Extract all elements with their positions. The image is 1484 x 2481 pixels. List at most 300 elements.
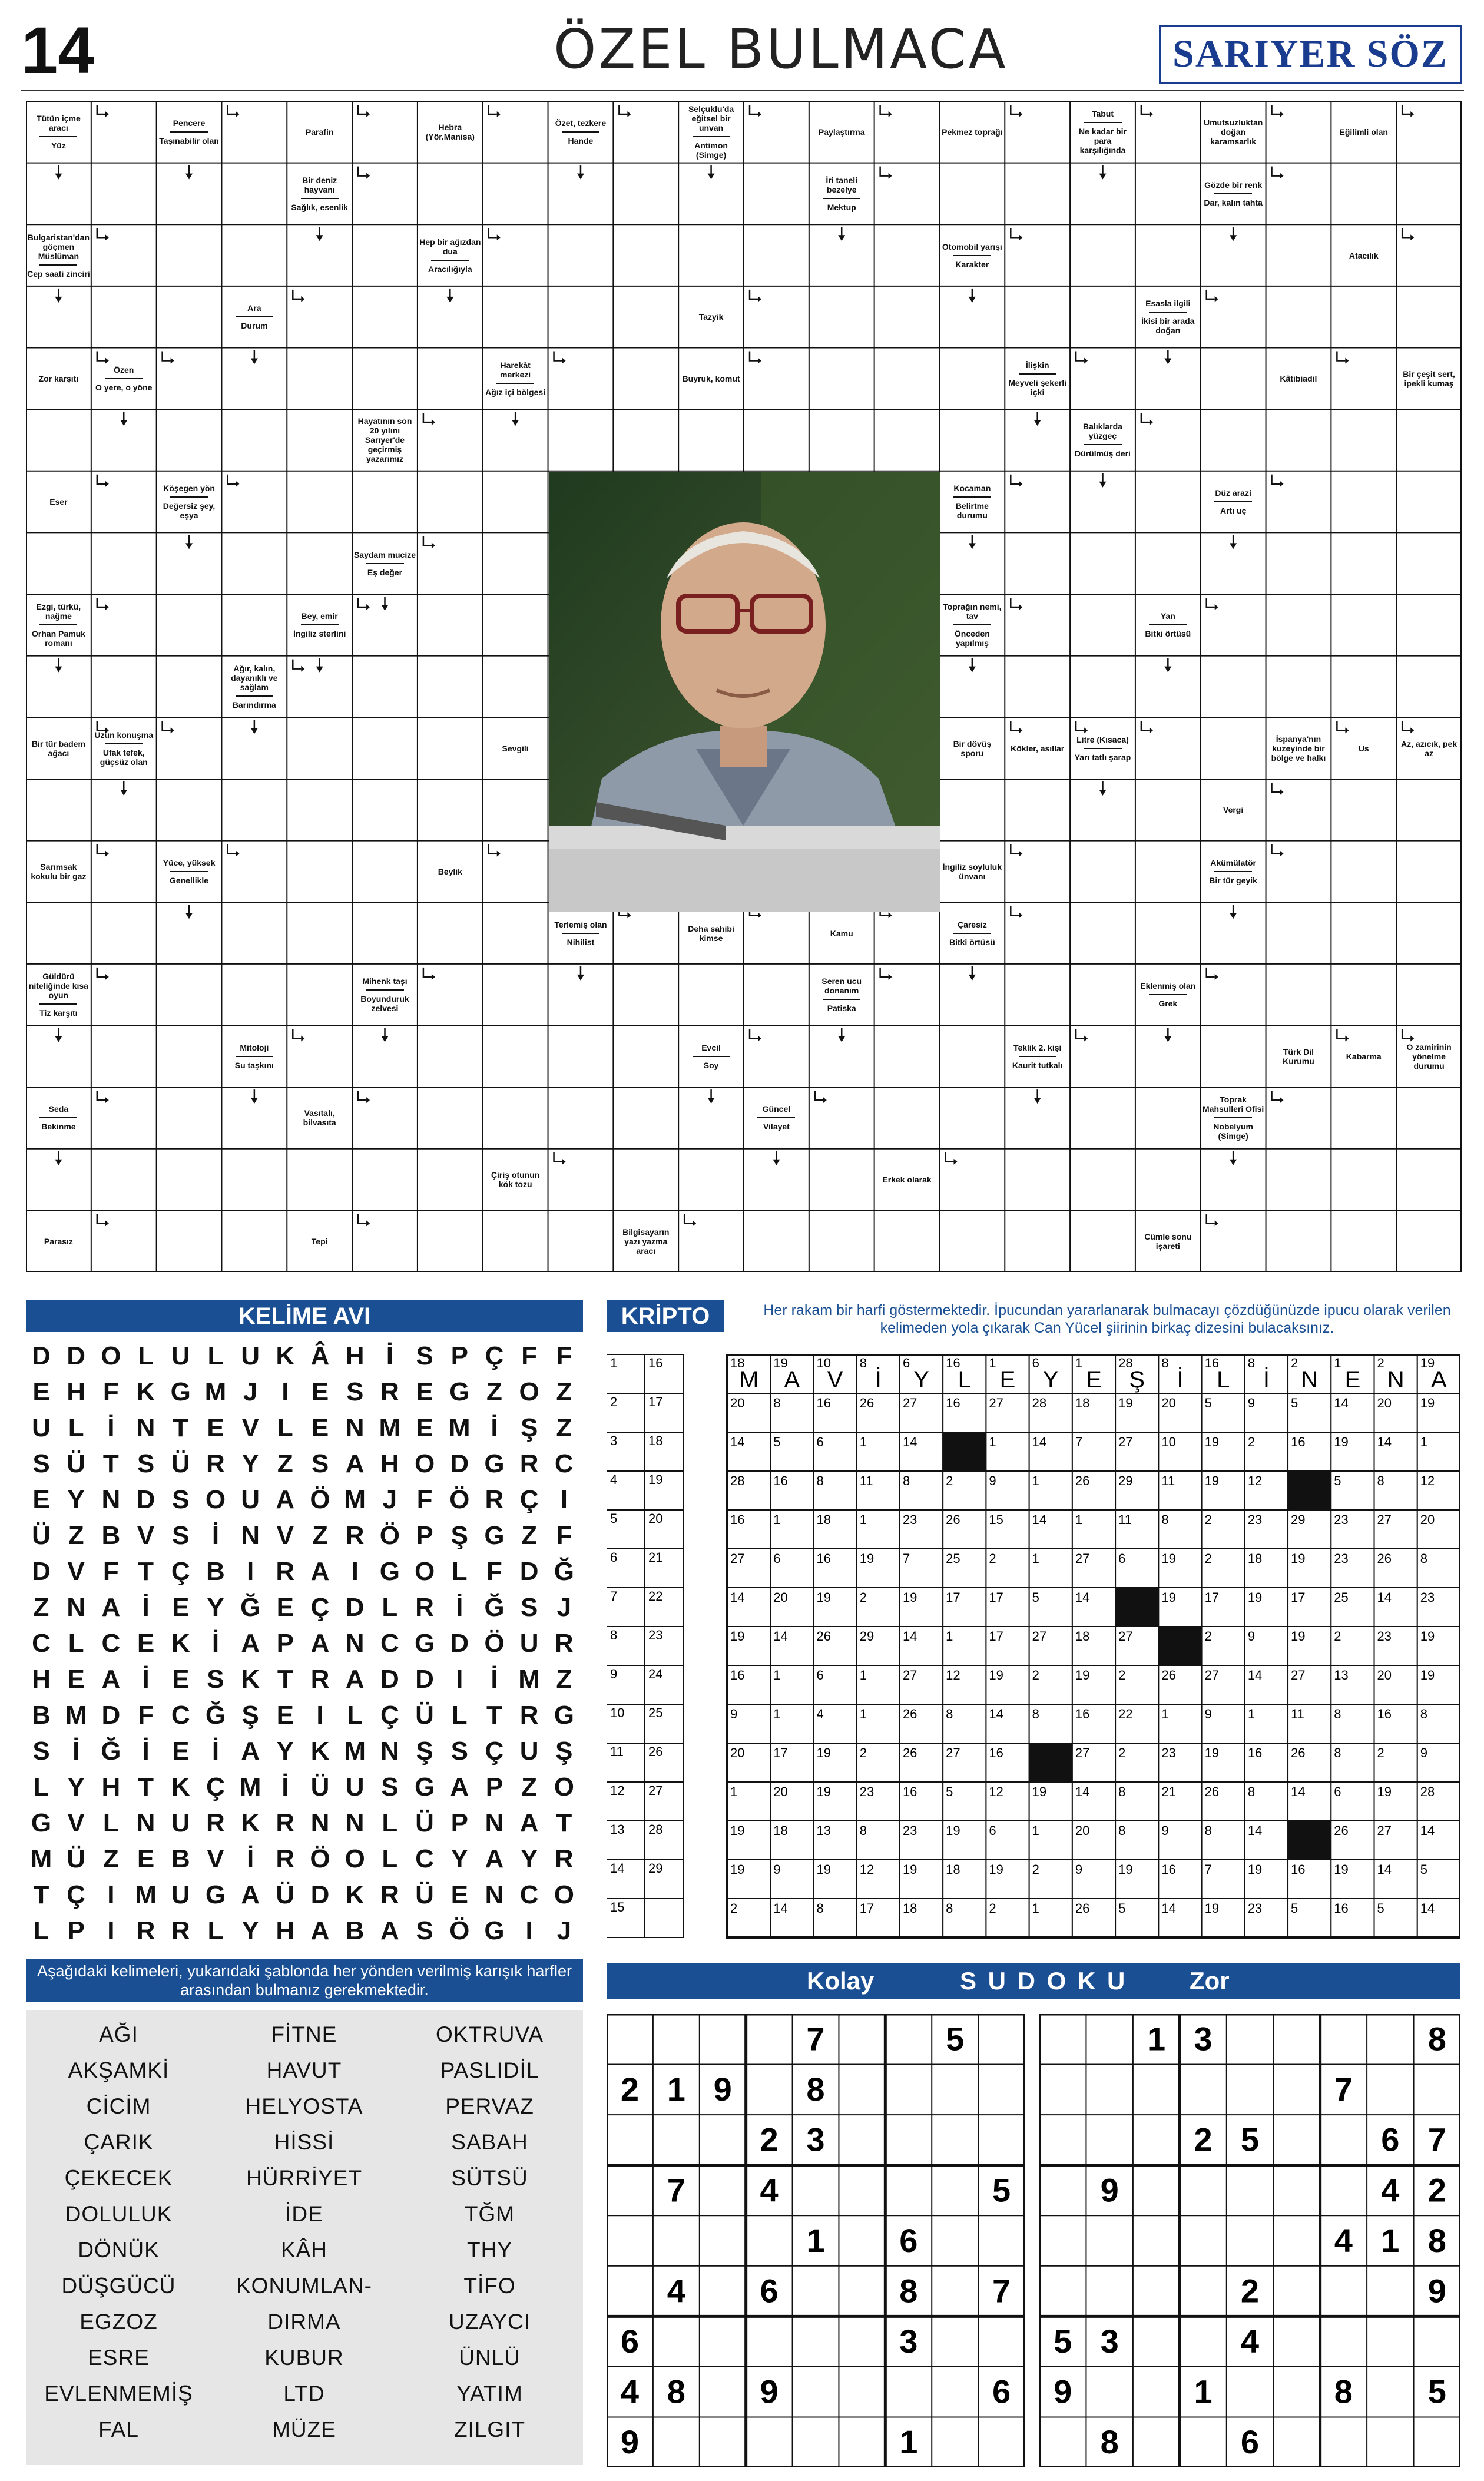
word-search-letter: R xyxy=(206,1808,225,1837)
crossword-clue xyxy=(1201,163,1266,225)
clue-text: Harekât merkezi xyxy=(500,360,531,379)
kripto-key-number: 20 xyxy=(648,1511,663,1526)
kripto-cell-number: 29 xyxy=(859,1629,874,1644)
kripto-cell-number: 14 xyxy=(1075,1590,1090,1605)
word-search-letter: Ş xyxy=(520,1413,538,1442)
kripto-header-letter: N xyxy=(1301,1367,1319,1393)
word-search-letter: I xyxy=(456,1665,463,1694)
kripto-cell-number: 5 xyxy=(1204,1396,1212,1410)
kripto-header-number: 1 xyxy=(989,1356,996,1370)
kripto-cell-number: 1 xyxy=(1161,1707,1169,1721)
kripto-black-cell xyxy=(1288,1821,1331,1860)
word-search-letter: E xyxy=(32,1485,50,1514)
word-search-letter: H xyxy=(101,1773,121,1801)
clue-text-second: Dürülmüş deri xyxy=(1075,449,1131,459)
clue-text: Buyruk, komut xyxy=(682,373,740,383)
word-search-letter: İ xyxy=(211,1629,220,1658)
word-search-letter: Ş xyxy=(241,1701,259,1730)
word-search-letter: U xyxy=(519,1629,539,1658)
word-search-letter: J xyxy=(556,1593,572,1622)
crossword-clue xyxy=(26,1087,91,1149)
word-search-letter: V xyxy=(67,1808,85,1837)
word-search-letter: E xyxy=(311,1377,329,1406)
kripto-cell-number: 8 xyxy=(1334,1745,1341,1760)
clue-divider xyxy=(366,989,403,991)
word-search-letter: Y xyxy=(520,1844,538,1873)
clue-text-second: Aracılığıyla xyxy=(428,264,472,274)
word-list-item: AĞI xyxy=(99,2022,138,2046)
kripto-cell-number: 17 xyxy=(1291,1590,1306,1605)
clue-text-second: Grek xyxy=(1158,999,1178,1009)
kripto-cell-number: 1 xyxy=(946,1629,953,1644)
clue-divider xyxy=(236,1056,273,1057)
crossword-clue xyxy=(1331,1025,1396,1087)
kripto-cell-number: 20 xyxy=(730,1745,745,1760)
word-search-letter: O xyxy=(344,1844,365,1873)
word-search-letter: E xyxy=(207,1413,224,1442)
kripto-key-number: 11 xyxy=(610,1744,624,1759)
crossword-clue xyxy=(1266,717,1331,779)
kripto-cell-number: 2 xyxy=(730,1901,738,1916)
kripto-cell-number: 19 xyxy=(1204,1473,1220,1488)
sudoku-given-digit: 4 xyxy=(667,2272,685,2310)
word-search-letter: Ü xyxy=(310,1773,330,1801)
clue-text: Ağır, kalın, dayanıklı ve sağlam xyxy=(231,663,278,692)
kripto-key-number: 21 xyxy=(648,1550,663,1565)
word-search-letter: M xyxy=(30,1844,52,1873)
crossword-puzzle xyxy=(26,101,1462,1272)
word-search-letter: C xyxy=(519,1880,539,1909)
crossword-clue xyxy=(483,348,548,410)
word-search-letter: H xyxy=(380,1449,399,1478)
sudoku-given-digit: 4 xyxy=(760,2171,779,2209)
clue-text: Ezgi, türkü, nağme xyxy=(36,602,81,621)
word-search-letter: C xyxy=(171,1701,190,1730)
kripto-cell-number: 19 xyxy=(1204,1901,1220,1916)
kripto-cell-number: 26 xyxy=(1075,1473,1090,1488)
kripto-cell-number: 1 xyxy=(859,1512,867,1527)
word-search-letter: U xyxy=(345,1773,365,1801)
word-search-letter: N xyxy=(380,1737,399,1765)
word-search-letter: İ xyxy=(247,1844,254,1873)
kripto-cell-number: 27 xyxy=(1204,1668,1220,1682)
word-search-letter: T xyxy=(102,1449,119,1478)
kripto-cell-number: 9 xyxy=(1161,1823,1169,1838)
author-photo xyxy=(549,472,940,912)
clue-text: Selçuklu'da eğitsel bir unvan xyxy=(688,104,734,133)
kripto-key-number: 26 xyxy=(648,1744,663,1759)
word-search-row xyxy=(26,1449,579,1485)
word-search-letter: Ö xyxy=(379,1521,400,1550)
word-search-letter: D xyxy=(67,1341,86,1370)
kripto-cell-number: 26 xyxy=(1334,1823,1349,1838)
word-search-letter: Ç xyxy=(519,1485,539,1514)
clue-text-second: Genellikle xyxy=(169,875,209,885)
kripto-header-number: 8 xyxy=(1247,1356,1256,1370)
kripto-key-number: 6 xyxy=(610,1550,618,1565)
kripto-cell-number: 8 xyxy=(946,1707,953,1721)
kripto-key-number: 14 xyxy=(610,1861,625,1876)
clue-text-second: Vilayet xyxy=(763,1122,790,1132)
word-search-letter: T xyxy=(556,1808,572,1837)
clue-arrow-icon xyxy=(358,1091,370,1103)
clue-text: Bey, emir xyxy=(301,611,338,621)
kripto-cell-number: 18 xyxy=(1075,1629,1090,1644)
crossword-clue xyxy=(26,224,91,286)
clue-text-second: Dar, kalın tahta xyxy=(1204,197,1263,207)
sudoku-given-digit: 1 xyxy=(1194,2373,1213,2410)
clue-text-second: İngiliz sterlini xyxy=(293,629,346,639)
word-search-letter: Ç xyxy=(171,1557,190,1586)
kripto-cell-number: 19 xyxy=(730,1823,745,1838)
kripto-cell-number: 16 xyxy=(1161,1862,1176,1877)
word-search-letter: L xyxy=(138,1341,154,1370)
word-search-letter: İ xyxy=(386,1341,393,1370)
clue-divider xyxy=(1214,1117,1252,1118)
kripto-cell-number: 19 xyxy=(902,1590,917,1605)
clue-text-second: Ne kadar bir para karşılığında xyxy=(1079,127,1127,155)
kripto-cell-number: 14 xyxy=(1247,1823,1263,1838)
word-list-item: THY xyxy=(467,2238,512,2262)
kripto-cell-number: 8 xyxy=(773,1396,781,1410)
word-search-letter: Â xyxy=(310,1341,330,1370)
word-search-letter: V xyxy=(137,1521,155,1550)
clue-text: Hayatının son 20 yılını Sarıyer'de geçirmiş yazarımız xyxy=(357,416,412,464)
sudoku-given-digit: 3 xyxy=(899,2322,918,2360)
clue-text: Seren ucu donanım xyxy=(822,976,862,996)
kripto-cell-number: 14 xyxy=(773,1629,788,1644)
kripto-cell-number: 8 xyxy=(1377,1473,1384,1488)
word-list-item: ZILGIT xyxy=(453,2417,526,2442)
kripto-cell-number: 5 xyxy=(1420,1862,1428,1877)
kripto-cell-number: 16 xyxy=(730,1512,745,1527)
kripto-header-number: 18 xyxy=(730,1356,745,1370)
crossword-clue xyxy=(1331,224,1396,286)
word-search-letter: Z xyxy=(68,1521,84,1550)
sudoku-given-digit: 2 xyxy=(620,2071,640,2108)
kripto-cell-number: 14 xyxy=(1420,1901,1435,1916)
word-list-item: SÜTSÜ xyxy=(451,2166,528,2190)
sudoku-given-digit: 6 xyxy=(1381,2121,1400,2158)
clue-text-second: Bitki örtüsü xyxy=(1145,629,1191,639)
kripto-key-number: 9 xyxy=(610,1667,618,1681)
clue-divider xyxy=(1149,624,1187,625)
word-list-item: HİSSİ xyxy=(274,2130,334,2154)
kripto-cell-number: 20 xyxy=(1161,1396,1176,1410)
word-search-letter: B xyxy=(101,1521,121,1550)
crossword-clue xyxy=(1396,717,1462,779)
word-search-letter: E xyxy=(67,1665,85,1694)
clue-divider xyxy=(953,255,991,256)
clue-text: Uzun konuşma xyxy=(94,730,153,740)
word-search-letter: K xyxy=(171,1773,190,1801)
word-search-letter: L xyxy=(382,1593,398,1622)
word-search-letter: Ç xyxy=(485,1737,504,1765)
word-search-letter: K xyxy=(345,1880,365,1909)
kripto-cell-number: 1 xyxy=(859,1668,867,1682)
kripto-header-number: 19 xyxy=(1420,1356,1435,1370)
word-search-letter: F xyxy=(102,1557,119,1586)
kripto-cell-number: 20 xyxy=(773,1784,788,1799)
word-search-letter: M xyxy=(379,1413,401,1442)
kripto-cell-number: 19 xyxy=(989,1862,1003,1877)
sudoku-easy-label: Kolay xyxy=(807,1967,874,1995)
kripto-cell-number: 23 xyxy=(1247,1512,1263,1527)
clue-divider xyxy=(1214,193,1252,194)
crossword-clue xyxy=(26,594,91,656)
word-search-row xyxy=(26,1844,579,1880)
kripto-cell-number: 14 xyxy=(1377,1590,1392,1605)
clue-text: Tazyik xyxy=(698,312,724,322)
kripto-cell-number: 29 xyxy=(1291,1512,1306,1527)
word-search-letter: Ç xyxy=(485,1341,504,1370)
word-search-letter: V xyxy=(241,1413,259,1442)
kripto-cell-number: 2 xyxy=(1032,1862,1039,1877)
clue-arrow-icon xyxy=(1011,844,1022,857)
word-search-letter: İ xyxy=(211,1521,220,1550)
word-list-item: PASLIDİL xyxy=(440,2058,539,2082)
clue-text: İspanya'nın kuzeyinde bir bölge ve halkı xyxy=(1271,734,1326,763)
word-search-letter: S xyxy=(207,1665,224,1694)
clue-divider xyxy=(39,136,77,137)
crossword-clue xyxy=(91,348,157,410)
header-rule xyxy=(21,90,1464,91)
crossword-clue xyxy=(1005,1025,1070,1087)
clue-divider xyxy=(1214,501,1252,502)
clue-divider xyxy=(39,264,77,266)
page-title: ÖZEL BULMACA xyxy=(554,18,1008,81)
kripto-cell-number: 23 xyxy=(1334,1512,1349,1527)
sudoku-given-digit: 7 xyxy=(667,2171,685,2209)
crossword-clue xyxy=(939,471,1005,533)
clue-divider xyxy=(1019,1056,1056,1057)
word-search-letter: D xyxy=(380,1665,399,1694)
word-search-letter: Ü xyxy=(67,1844,86,1873)
sudoku-given-digit: 3 xyxy=(1100,2322,1119,2360)
word-search-letter: I xyxy=(281,1377,289,1406)
kripto-cell-number: 23 xyxy=(1377,1629,1392,1644)
sudoku-given-digit: 8 xyxy=(899,2272,918,2310)
portrait-illustration xyxy=(549,472,940,912)
kripto-header-number: 1 xyxy=(1075,1356,1083,1370)
kripto-cell-number: 27 xyxy=(1075,1745,1090,1760)
clue-text: Akümülatör xyxy=(1210,857,1257,867)
clue-divider xyxy=(366,563,403,564)
clue-text-second: Nihilist xyxy=(567,937,595,947)
word-search-letter: A xyxy=(241,1737,260,1765)
kripto-cell-number: 20 xyxy=(1377,1668,1392,1682)
word-search-letter: O xyxy=(519,1377,539,1406)
word-search-letter: P xyxy=(485,1773,504,1801)
clue-text: Litre (Kısaca) xyxy=(1076,734,1129,744)
kripto-cell-number: 8 xyxy=(1118,1823,1126,1838)
clue-text: Bir dövüş sporu xyxy=(953,738,992,758)
word-search-letter: Ç xyxy=(67,1880,86,1909)
word-list-item: DOLULUK xyxy=(65,2202,173,2226)
clue-text: Kâtibiadil xyxy=(1280,373,1317,383)
sudoku-given-digit: 9 xyxy=(760,2373,779,2410)
clue-text: Kökler, asıllar xyxy=(1011,743,1065,753)
sudoku-given-digit: 6 xyxy=(760,2272,779,2310)
kripto-cell-number: 28 xyxy=(1032,1396,1047,1410)
crossword-clue xyxy=(26,964,91,1026)
kripto-key-number: 25 xyxy=(648,1705,663,1720)
word-search-letter: E xyxy=(137,1844,155,1873)
kripto-header-number: 10 xyxy=(816,1356,831,1370)
clue-text-second: Yüz xyxy=(51,141,66,151)
clue-text: Eklenmiş olan xyxy=(1140,981,1196,991)
word-search-letter: N xyxy=(485,1880,504,1909)
crossword-clue xyxy=(287,101,352,163)
crossword-clue xyxy=(26,101,91,163)
crossword-clue xyxy=(744,1087,809,1149)
kripto-header-letter: İ xyxy=(1263,1367,1270,1393)
word-search-letter: Y xyxy=(241,1916,259,1945)
word-search-letter: N xyxy=(136,1808,155,1837)
kripto-cell-number: 16 xyxy=(730,1668,745,1682)
word-search-letter: İ xyxy=(491,1413,498,1442)
kripto-cell-number: 1 xyxy=(1032,1551,1039,1566)
clue-divider xyxy=(170,496,208,498)
word-search-letter: C xyxy=(32,1629,51,1658)
word-search-letter: H xyxy=(67,1377,86,1406)
kripto-cell-number: 19 xyxy=(946,1823,960,1838)
word-search-letter: M xyxy=(518,1665,540,1694)
clue-text-second: Boyunduruk zelvesi xyxy=(360,994,409,1013)
crossword-clue xyxy=(678,348,744,410)
word-search-letter: Y xyxy=(450,1844,468,1873)
crossword-clue xyxy=(874,1149,940,1211)
word-search-letter: Ü xyxy=(415,1808,434,1837)
word-search-letter: N xyxy=(67,1593,86,1622)
clue-divider xyxy=(1149,312,1187,313)
kripto-cell-number: 1 xyxy=(773,1707,781,1721)
word-list-item: EGZOZ xyxy=(80,2310,158,2334)
clue-text: Yan xyxy=(1160,611,1175,621)
clue-text: Teklik 2. kişi xyxy=(1013,1042,1062,1052)
word-search-letter: L xyxy=(33,1916,49,1945)
kripto-cell-number: 14 xyxy=(1161,1901,1176,1916)
word-search-letter: U xyxy=(171,1808,190,1837)
kripto-cell-number: 1 xyxy=(1032,1823,1039,1838)
word-search-letter: J xyxy=(382,1485,398,1514)
word-search-letter: R xyxy=(380,1377,399,1406)
kripto-cell-number: 8 xyxy=(816,1901,824,1916)
word-search-letter: E xyxy=(137,1629,155,1658)
kripto-cell-number: 9 xyxy=(730,1707,738,1721)
kripto-black-cell xyxy=(943,1432,986,1471)
sudoku-given-digit: 5 xyxy=(946,2020,965,2058)
kripto-header-number: 2 xyxy=(1377,1356,1384,1370)
kripto-cell-number: 7 xyxy=(1204,1862,1212,1877)
kripto-cell-number: 6 xyxy=(1334,1784,1341,1799)
kripto-cell-number: 2 xyxy=(1204,1629,1212,1644)
word-search-letter: F xyxy=(556,1341,572,1370)
kripto-cell-number: 16 xyxy=(1377,1707,1392,1721)
word-search-letter: Z xyxy=(556,1665,572,1694)
kripto-cell-number: 19 xyxy=(730,1629,745,1644)
sudoku-given-digit: 8 xyxy=(1427,2020,1446,2058)
word-search-letter: Ş xyxy=(450,1521,468,1550)
clue-divider xyxy=(170,131,208,133)
crossword-clue xyxy=(418,841,483,903)
clue-arrow-icon xyxy=(97,844,109,857)
sudoku-given-digit: 5 xyxy=(1427,2373,1446,2410)
kripto-cell-number: 23 xyxy=(1247,1901,1263,1916)
kripto-key-number: 16 xyxy=(648,1356,663,1370)
word-list-item: ESRE xyxy=(88,2346,150,2370)
kripto-cell-number: 2 xyxy=(1247,1435,1256,1449)
kripto-cell-number: 12 xyxy=(946,1668,960,1682)
crossword-clue xyxy=(287,594,352,656)
word-search-letter: D xyxy=(32,1557,51,1586)
sudoku-given-digit: 1 xyxy=(1381,2221,1400,2259)
word-search-letter: E xyxy=(172,1737,190,1765)
clue-text: Esasla ilgili xyxy=(1145,299,1191,309)
word-search-letter: F xyxy=(416,1485,433,1514)
kripto-cell-number: 2 xyxy=(1377,1745,1384,1760)
word-search-row xyxy=(26,1665,579,1700)
kripto-cell-number: 17 xyxy=(989,1629,1003,1644)
kripto-key-number: 8 xyxy=(610,1628,618,1642)
clue-text: Toprağın nemi, tav xyxy=(943,602,1002,621)
kripto-cell-number: 19 xyxy=(1420,1396,1435,1410)
word-search-letter: Z xyxy=(556,1413,572,1442)
kelime-avi-title: KELİME AVI xyxy=(26,1300,583,1332)
word-search-letter: O xyxy=(414,1449,435,1478)
word-search-letter: A xyxy=(276,1485,295,1514)
kripto-header-letter: İ xyxy=(1177,1367,1184,1393)
kripto-cell-number: 5 xyxy=(1334,1473,1341,1488)
word-list xyxy=(26,2010,583,2465)
kripto-cell-number: 8 xyxy=(946,1901,953,1916)
clue-text: Toprak Mahsulleri Ofisi xyxy=(1203,1095,1264,1114)
sudoku-given-digit: 6 xyxy=(620,2322,640,2360)
clue-divider xyxy=(39,624,77,625)
word-search-letter: Ö xyxy=(449,1916,470,1945)
word-search-letter: Ç xyxy=(310,1593,330,1622)
kripto-cell-number: 27 xyxy=(1032,1629,1047,1644)
word-search-letter: B xyxy=(345,1916,365,1945)
clue-text: İri taneli bezelye xyxy=(826,175,858,194)
word-search-letter: Z xyxy=(33,1593,49,1622)
word-search-letter: O xyxy=(554,1880,574,1909)
word-search-letter: R xyxy=(276,1844,295,1873)
kripto-cell-number: 19 xyxy=(902,1862,917,1877)
kripto-cell-number: 11 xyxy=(1291,1707,1304,1721)
sudoku-given-digit: 5 xyxy=(992,2171,1011,2209)
sudoku-given-digit: 8 xyxy=(1100,2423,1119,2461)
word-search-letter: U xyxy=(241,1341,260,1370)
word-search-letter: M xyxy=(344,1485,366,1514)
clue-divider xyxy=(301,624,339,625)
word-list-item: CİCİM xyxy=(86,2094,151,2118)
crossword-clue xyxy=(221,286,287,348)
crossword-clue xyxy=(1331,717,1396,779)
sudoku-given-digit: 4 xyxy=(1334,2221,1353,2259)
clue-text: Evcil xyxy=(701,1042,721,1052)
kripto-key-number: 17 xyxy=(648,1394,663,1409)
word-list-item: KÂH xyxy=(280,2238,328,2262)
clue-text: Hebra (Yör.Manisa) xyxy=(425,122,475,142)
kripto-header-letter: A xyxy=(1431,1367,1447,1393)
kripto-cell-number: 18 xyxy=(902,1901,917,1916)
kripto-cell-number: 7 xyxy=(1075,1435,1083,1449)
word-search-letter: G xyxy=(414,1629,435,1658)
kripto-black-cell xyxy=(1288,1471,1331,1510)
kripto-cell-number: 5 xyxy=(1377,1901,1384,1916)
word-search-letter: M xyxy=(448,1413,471,1442)
